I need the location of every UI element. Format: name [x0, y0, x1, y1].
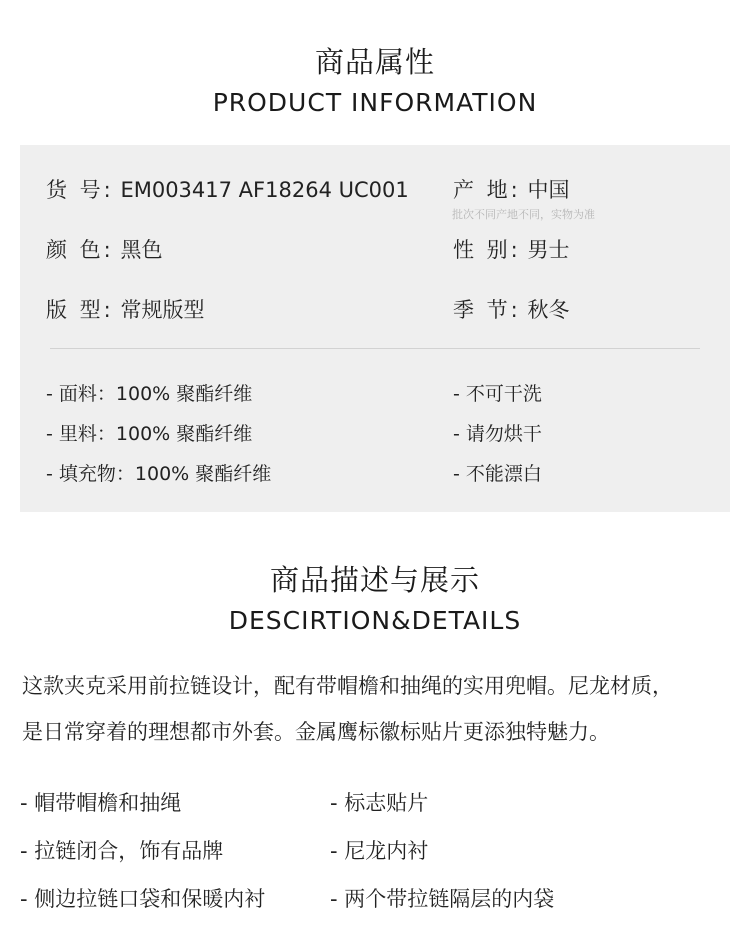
feature-item: - 拉链闭合，饰有品牌	[20, 839, 224, 863]
material-item: - 填充物：100% 聚酯纤维	[46, 463, 272, 485]
material-item: - 里料：100% 聚酯纤维	[46, 423, 253, 445]
feature-item: - 标志贴片	[330, 791, 429, 815]
attr-color	[46, 234, 162, 264]
attr-item-number-label: 货 号:	[46, 178, 114, 202]
attr-fit	[46, 294, 204, 324]
description-subtitle: DESCIRTION&DETAILS	[228, 606, 522, 635]
attr-color-label: 颜 色:	[46, 238, 114, 262]
product-info-subtitle: PRODUCT INFORMATION	[212, 88, 538, 117]
attr-season	[453, 294, 569, 324]
care-item: - 不可干洗	[453, 383, 542, 405]
attr-fit-label: 版 型:	[46, 298, 114, 322]
attr-origin-note: 批次不同产地不同，实物为准	[452, 208, 595, 221]
attr-gender-label: 性 别:	[453, 238, 521, 262]
product-attributes-panel	[20, 145, 730, 512]
attr-gender-value: 男士	[527, 238, 570, 262]
feature-item: - 帽带帽檐和抽绳	[20, 791, 182, 815]
attr-season-value: 秋冬	[527, 298, 570, 322]
attr-origin-label: 产 地:	[453, 178, 521, 202]
product-info-title: 商品属性	[314, 45, 435, 79]
attr-color-value: 黑色	[120, 238, 163, 262]
material-item: - 面料：100% 聚酯纤维	[46, 383, 253, 405]
attr-item-number	[46, 174, 409, 204]
attr-gender	[453, 234, 569, 264]
attr-origin-value: 中国	[527, 178, 570, 202]
feature-item: - 尼龙内衬	[330, 839, 429, 863]
description-title: 商品描述与展示	[269, 563, 480, 597]
feature-item: - 两个带拉链隔层的内袋	[330, 887, 555, 911]
attr-item-number-value: EM003417 AF18264 UC001	[120, 178, 409, 202]
care-item: - 请勿烘干	[453, 423, 542, 445]
feature-item: - 侧边拉链口袋和保暖内衬	[20, 887, 266, 911]
description-line: 是日常穿着的理想都市外套。金属鹰标徽标贴片更添独特魅力。	[22, 720, 610, 744]
care-item: - 不能漂白	[453, 463, 542, 485]
attr-origin	[453, 174, 569, 204]
attr-fit-value: 常规版型	[120, 298, 205, 322]
description-line: 这款夹克采用前拉链设计，配有带帽檐和抽绳的实用兜帽。尼龙材质，	[22, 674, 673, 698]
attr-season-label: 季 节:	[453, 298, 521, 322]
attributes-divider	[50, 348, 700, 349]
